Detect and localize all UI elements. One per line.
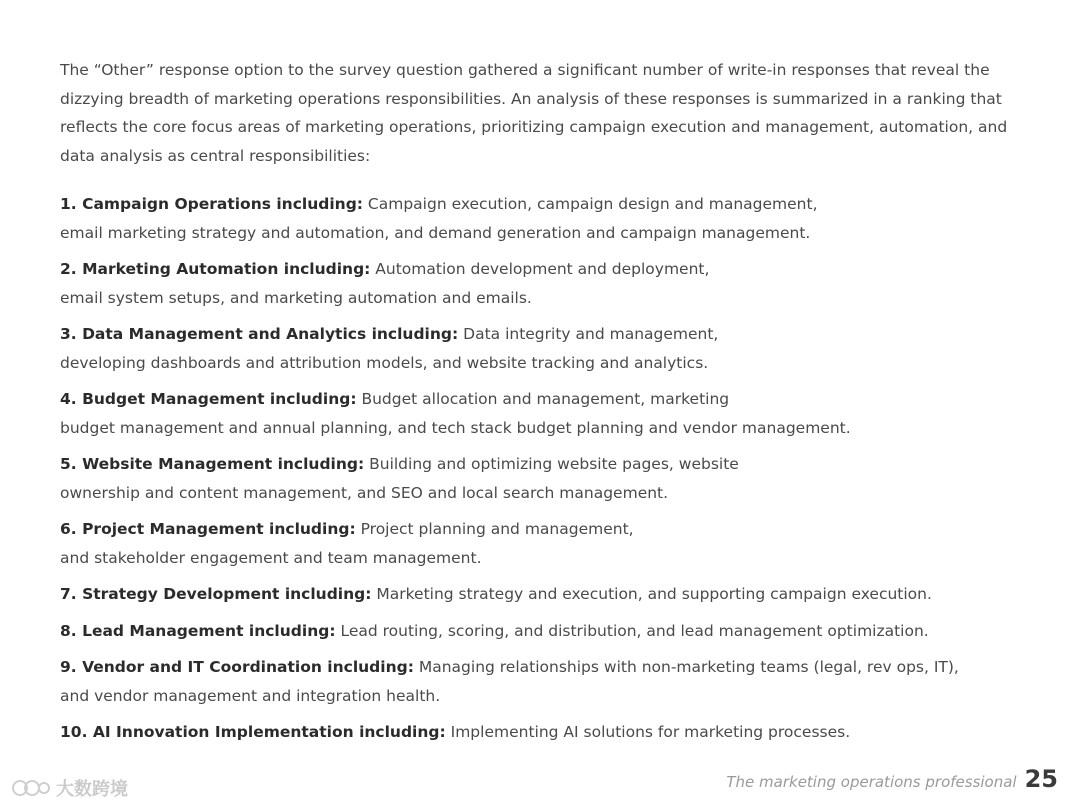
item-desc-continued: budget management and annual planning, and tech stack budget planning and vendor management.: [60, 418, 851, 437]
page-footer: [726, 765, 1058, 793]
responsibility-list: [60, 190, 1020, 747]
intro-paragraph: The “Other” response option to the survey question gathered a significant number of write-in responses that reveal the dizzying breadth of marketing operations responsibilities. An analysis of these responses is summarized in a ranking that reflects the core focus areas of marketing operations, prioritizing campaign execution and management, automation, and data analysis as central responsibilities:: [60, 61, 1008, 165]
item-title: 3. Data Management and Analytics including:: [60, 325, 459, 343]
watermark: [10, 775, 128, 801]
list-item-2: [60, 255, 1020, 312]
item-desc: Project planning and management,: [355, 520, 634, 538]
list-item-3: [60, 320, 1020, 377]
item-title: 5. Website Management including:: [60, 455, 365, 473]
item-desc: Lead routing, scoring, and distribution, and lead management optimization.: [335, 621, 929, 640]
item-title: 2. Marketing Automation including:: [60, 260, 371, 278]
item-desc: Implementing AI solutions for marketing processes.: [445, 723, 851, 741]
item-title: 6. Project Management including:: [60, 520, 356, 538]
item-desc-continued: email system setups, and marketing automation and emails.: [60, 288, 532, 307]
item-title: 8. Lead Management including:: [60, 621, 336, 640]
item-desc-continued: and vendor management and integration health.: [60, 686, 441, 705]
item-desc: Data integrity and management,: [458, 325, 719, 343]
list-item-7: [60, 580, 1020, 609]
item-desc: Marketing strategy and execution, and supporting campaign execution.: [371, 585, 932, 603]
list-item-9: [60, 653, 1020, 710]
list-item-1: [60, 190, 1020, 247]
item-title: 1. Campaign Operations including:: [60, 195, 363, 213]
item-desc-continued: ownership and content management, and SEO and local search management.: [60, 483, 669, 502]
item-title: 9. Vendor and IT Coordination including:: [60, 658, 414, 676]
watermark-logo-icon: [10, 777, 52, 799]
item-desc: Building and optimizing website pages, website: [364, 455, 739, 473]
item-desc: Budget allocation and management, marketing: [356, 390, 730, 408]
item-title: 4. Budget Management including:: [60, 390, 357, 408]
page-number: 25: [1024, 765, 1058, 793]
item-title: 7. Strategy Development including:: [60, 585, 372, 603]
list-item-6: [60, 515, 1020, 572]
item-desc-continued: and stakeholder engagement and team management.: [60, 548, 482, 567]
list-item-5: [60, 450, 1020, 507]
item-desc: Managing relationships with non-marketing teams (legal, rev ops, IT),: [413, 658, 959, 676]
item-desc: Automation development and deployment,: [370, 260, 710, 278]
list-item-8: [60, 617, 1020, 646]
document-body: [60, 56, 1020, 755]
item-desc-continued: email marketing strategy and automation, and demand generation and campaign management.: [60, 223, 811, 242]
footer-title: The marketing operations professional: [726, 773, 1017, 791]
list-item-10: [60, 718, 1020, 747]
watermark-text: 大数跨境: [56, 779, 128, 800]
list-item-4: [60, 385, 1020, 442]
item-desc: Campaign execution, campaign design and management,: [362, 195, 818, 213]
item-title: 10. AI Innovation Implementation including:: [60, 723, 446, 741]
item-desc-continued: developing dashboards and attribution models, and website tracking and analytics.: [60, 353, 709, 372]
